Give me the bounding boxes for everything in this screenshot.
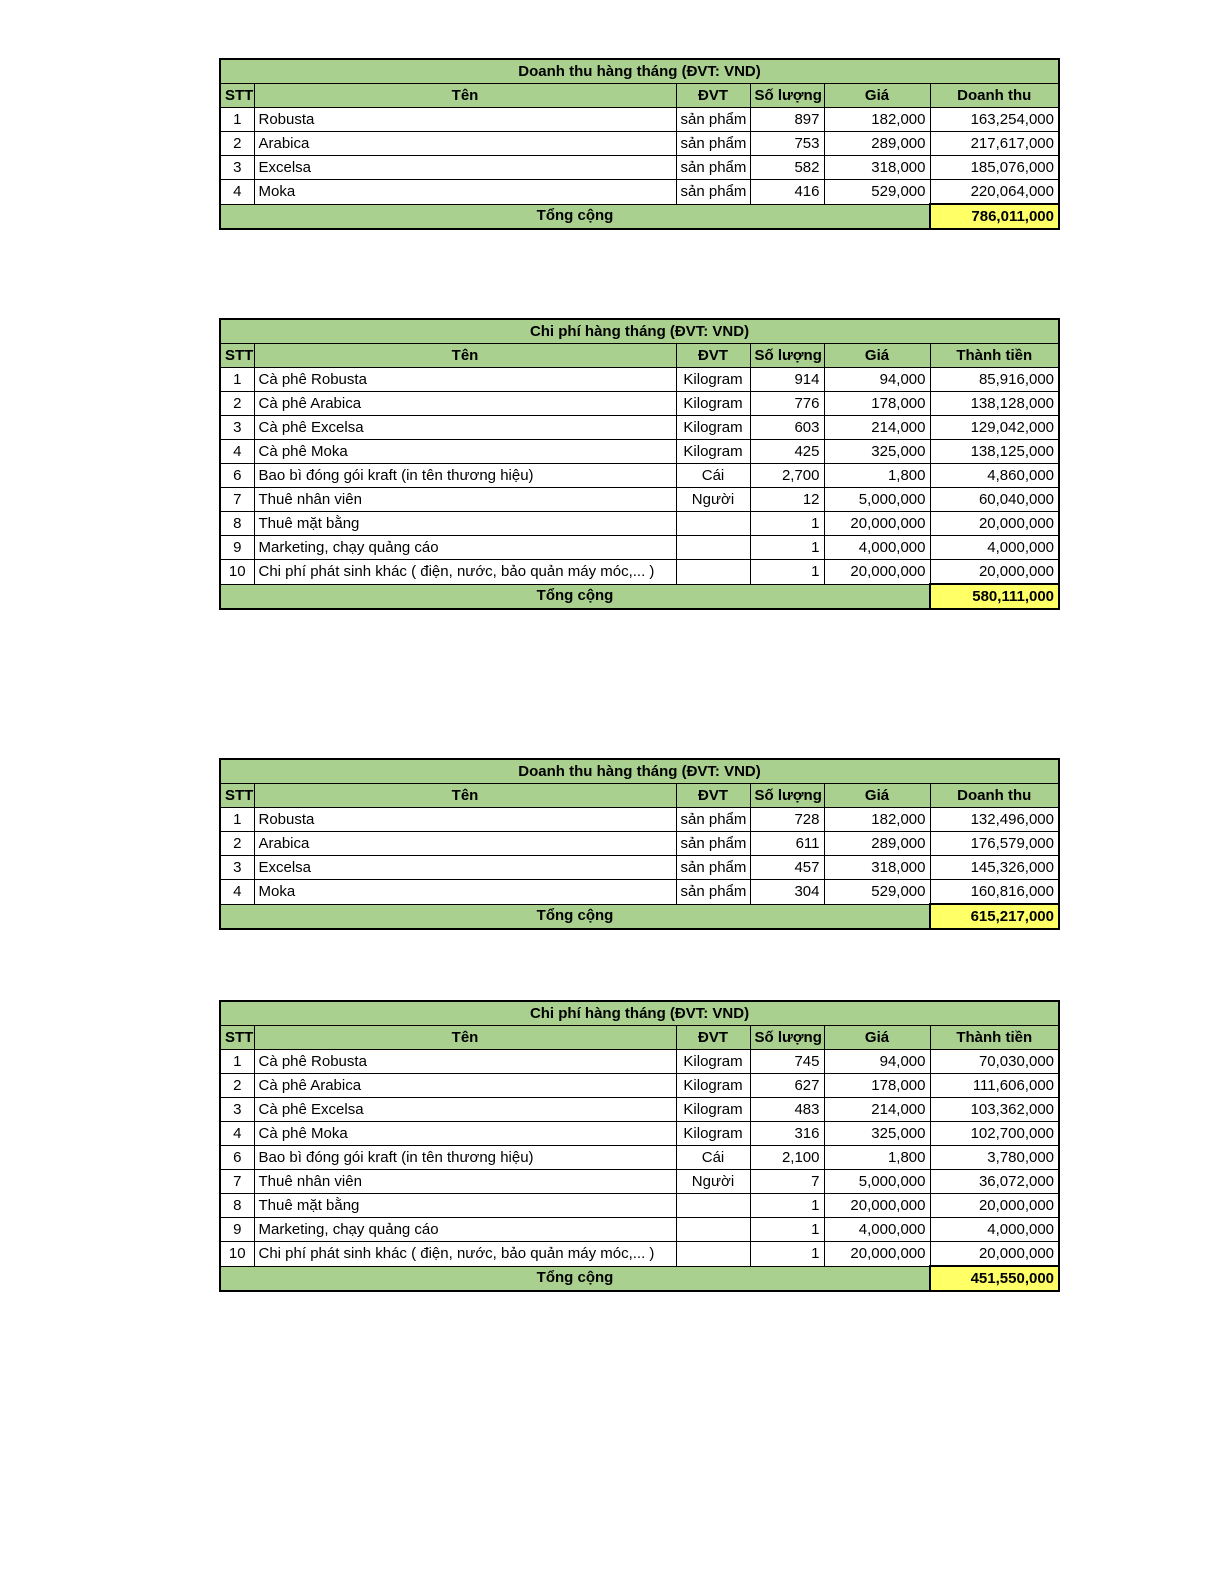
- cell-quantity: 2,700: [750, 464, 824, 488]
- column-header-quantity: Số lượng: [750, 344, 824, 368]
- table-row: [220, 1098, 1059, 1122]
- cell-name: Thuê nhân viên: [254, 1170, 676, 1194]
- table-row: [220, 1074, 1059, 1098]
- total-row: [220, 904, 1059, 929]
- cell-name: Cà phê Moka: [254, 1122, 676, 1146]
- table-row: [220, 560, 1059, 585]
- cell-name: Cà phê Excelsa: [254, 1098, 676, 1122]
- cell-price: 214,000: [824, 416, 930, 440]
- column-header-unit: ĐVT: [676, 784, 750, 808]
- column-header-stt: STT: [220, 1026, 254, 1050]
- cell-amount: 138,125,000: [930, 440, 1059, 464]
- cell-unit: sản phẩm: [676, 132, 750, 156]
- cell-stt: 3: [220, 156, 254, 180]
- column-header-unit: ĐVT: [676, 1026, 750, 1050]
- cell-quantity: 483: [750, 1098, 824, 1122]
- cell-unit: Cái: [676, 464, 750, 488]
- cell-amount: 20,000,000: [930, 560, 1059, 585]
- column-header-stt: STT: [220, 84, 254, 108]
- cell-price: 5,000,000: [824, 488, 930, 512]
- cell-amount: 4,000,000: [930, 1218, 1059, 1242]
- cell-amount: 70,030,000: [930, 1050, 1059, 1074]
- cell-unit: sản phẩm: [676, 156, 750, 180]
- cell-name: Robusta: [254, 108, 676, 132]
- table-row: [220, 416, 1059, 440]
- cell-unit: Kilogram: [676, 392, 750, 416]
- cell-unit: Kilogram: [676, 416, 750, 440]
- table-row: [220, 440, 1059, 464]
- cell-amount: 85,916,000: [930, 368, 1059, 392]
- column-header-name: Tên: [254, 1026, 676, 1050]
- cell-name: Cà phê Robusta: [254, 368, 676, 392]
- cell-stt: 2: [220, 1074, 254, 1098]
- cell-stt: 7: [220, 1170, 254, 1194]
- cell-quantity: 611: [750, 832, 824, 856]
- column-header-price: Giá: [824, 784, 930, 808]
- cell-unit: sản phẩm: [676, 880, 750, 905]
- cell-name: Arabica: [254, 832, 676, 856]
- cell-name: Thuê mặt bằng: [254, 512, 676, 536]
- cell-stt: 10: [220, 1242, 254, 1267]
- cell-price: 20,000,000: [824, 1242, 930, 1267]
- total-row: [220, 204, 1059, 229]
- table-row: [220, 1050, 1059, 1074]
- cell-quantity: 603: [750, 416, 824, 440]
- cell-name: Cà phê Robusta: [254, 1050, 676, 1074]
- cell-amount: 4,000,000: [930, 536, 1059, 560]
- table-row: [220, 1218, 1059, 1242]
- cell-amount: 36,072,000: [930, 1170, 1059, 1194]
- cell-quantity: 1: [750, 1218, 824, 1242]
- cell-stt: 2: [220, 832, 254, 856]
- cell-quantity: 914: [750, 368, 824, 392]
- cell-quantity: 416: [750, 180, 824, 205]
- table-title: Doanh thu hàng tháng (ĐVT: VND): [220, 59, 1059, 84]
- cell-stt: 7: [220, 488, 254, 512]
- cell-price: 318,000: [824, 856, 930, 880]
- cell-name: Cà phê Excelsa: [254, 416, 676, 440]
- cell-amount: 20,000,000: [930, 1242, 1059, 1267]
- total-label: Tổng cộng: [220, 1266, 930, 1291]
- table-row: [220, 108, 1059, 132]
- column-header-amount: Thành tiền: [930, 1026, 1059, 1050]
- cell-price: 178,000: [824, 1074, 930, 1098]
- total-value: 451,550,000: [930, 1266, 1059, 1291]
- cell-stt: 10: [220, 560, 254, 585]
- cell-unit: Kilogram: [676, 1122, 750, 1146]
- cell-stt: 6: [220, 1146, 254, 1170]
- cell-price: 94,000: [824, 368, 930, 392]
- column-header-quantity: Số lượng: [750, 1026, 824, 1050]
- column-header-price: Giá: [824, 84, 930, 108]
- cell-quantity: 1: [750, 536, 824, 560]
- cell-amount: 163,254,000: [930, 108, 1059, 132]
- cell-name: Chi phí phát sinh khác ( điện, nước, bảo quản máy móc,... ): [254, 560, 676, 585]
- column-header-amount: Thành tiền: [930, 344, 1059, 368]
- cell-amount: 220,064,000: [930, 180, 1059, 205]
- cell-price: 4,000,000: [824, 1218, 930, 1242]
- cell-unit: Cái: [676, 1146, 750, 1170]
- cell-quantity: 457: [750, 856, 824, 880]
- cell-amount: 185,076,000: [930, 156, 1059, 180]
- cell-amount: 20,000,000: [930, 1194, 1059, 1218]
- cell-price: 318,000: [824, 156, 930, 180]
- cell-stt: 8: [220, 1194, 254, 1218]
- column-header-name: Tên: [254, 344, 676, 368]
- column-header-row: [220, 784, 1059, 808]
- column-header-price: Giá: [824, 1026, 930, 1050]
- cell-name: Excelsa: [254, 856, 676, 880]
- cell-name: Chi phí phát sinh khác ( điện, nước, bảo quản máy móc,... ): [254, 1242, 676, 1267]
- cell-amount: 103,362,000: [930, 1098, 1059, 1122]
- cell-name: Marketing, chạy quảng cáo: [254, 536, 676, 560]
- column-header-name: Tên: [254, 784, 676, 808]
- cost-table-1: [219, 318, 1060, 610]
- cell-price: 1,800: [824, 1146, 930, 1170]
- cell-unit: Kilogram: [676, 368, 750, 392]
- cell-quantity: 425: [750, 440, 824, 464]
- column-header-quantity: Số lượng: [750, 784, 824, 808]
- cell-price: 214,000: [824, 1098, 930, 1122]
- total-label: Tổng cộng: [220, 904, 930, 929]
- column-header-stt: STT: [220, 344, 254, 368]
- cell-stt: 9: [220, 1218, 254, 1242]
- cell-amount: 217,617,000: [930, 132, 1059, 156]
- cell-name: Robusta: [254, 808, 676, 832]
- cell-stt: 1: [220, 1050, 254, 1074]
- table-row: [220, 1242, 1059, 1267]
- column-header-price: Giá: [824, 344, 930, 368]
- column-header-name: Tên: [254, 84, 676, 108]
- cell-unit: [676, 536, 750, 560]
- cell-price: 178,000: [824, 392, 930, 416]
- cell-price: 529,000: [824, 180, 930, 205]
- cell-stt: 4: [220, 440, 254, 464]
- table-row: [220, 808, 1059, 832]
- cell-name: Cà phê Arabica: [254, 1074, 676, 1098]
- cell-amount: 132,496,000: [930, 808, 1059, 832]
- table-row: [220, 832, 1059, 856]
- table-title-row: [220, 759, 1059, 784]
- cell-quantity: 1: [750, 1242, 824, 1267]
- table-row: [220, 392, 1059, 416]
- table-row: [220, 464, 1059, 488]
- cell-quantity: 316: [750, 1122, 824, 1146]
- cell-name: Marketing, chạy quảng cáo: [254, 1218, 676, 1242]
- cell-quantity: 12: [750, 488, 824, 512]
- cost-table-2: [219, 1000, 1060, 1292]
- cell-quantity: 753: [750, 132, 824, 156]
- cell-quantity: 728: [750, 808, 824, 832]
- cell-name: Thuê mặt bằng: [254, 1194, 676, 1218]
- cell-price: 325,000: [824, 440, 930, 464]
- cell-quantity: 897: [750, 108, 824, 132]
- total-row: [220, 1266, 1059, 1291]
- table-row: [220, 180, 1059, 205]
- cell-price: 182,000: [824, 108, 930, 132]
- table-row: [220, 1146, 1059, 1170]
- column-header-row: [220, 84, 1059, 108]
- cell-name: Bao bì đóng gói kraft (in tên thương hiệu): [254, 1146, 676, 1170]
- cell-name: Moka: [254, 880, 676, 905]
- table-row: [220, 512, 1059, 536]
- cell-quantity: 627: [750, 1074, 824, 1098]
- column-header-unit: ĐVT: [676, 344, 750, 368]
- cell-price: 289,000: [824, 832, 930, 856]
- cell-name: Moka: [254, 180, 676, 205]
- revenue-table-2: [219, 758, 1060, 930]
- cell-stt: 1: [220, 368, 254, 392]
- cell-price: 1,800: [824, 464, 930, 488]
- column-header-stt: STT: [220, 784, 254, 808]
- cell-unit: sản phẩm: [676, 832, 750, 856]
- cell-unit: sản phẩm: [676, 856, 750, 880]
- cell-stt: 3: [220, 856, 254, 880]
- total-row: [220, 584, 1059, 609]
- cell-name: Excelsa: [254, 156, 676, 180]
- cell-price: 182,000: [824, 808, 930, 832]
- cell-unit: [676, 1218, 750, 1242]
- cell-stt: 3: [220, 416, 254, 440]
- cell-unit: [676, 512, 750, 536]
- cell-price: 529,000: [824, 880, 930, 905]
- cell-stt: 4: [220, 880, 254, 905]
- table-title: Chi phí hàng tháng (ĐVT: VND): [220, 319, 1059, 344]
- cell-unit: Người: [676, 488, 750, 512]
- cell-amount: 60,040,000: [930, 488, 1059, 512]
- cell-amount: 111,606,000: [930, 1074, 1059, 1098]
- cell-stt: 4: [220, 1122, 254, 1146]
- table-row: [220, 880, 1059, 905]
- table-title-row: [220, 319, 1059, 344]
- cell-stt: 2: [220, 392, 254, 416]
- table-title-row: [220, 1001, 1059, 1026]
- table-row: [220, 488, 1059, 512]
- total-value: 580,111,000: [930, 584, 1059, 609]
- table-row: [220, 856, 1059, 880]
- cell-amount: 4,860,000: [930, 464, 1059, 488]
- cell-amount: 102,700,000: [930, 1122, 1059, 1146]
- total-value: 615,217,000: [930, 904, 1059, 929]
- cell-name: Cà phê Moka: [254, 440, 676, 464]
- cell-amount: 129,042,000: [930, 416, 1059, 440]
- cell-unit: sản phẩm: [676, 108, 750, 132]
- cell-quantity: 582: [750, 156, 824, 180]
- cell-unit: Kilogram: [676, 440, 750, 464]
- column-header-quantity: Số lượng: [750, 84, 824, 108]
- cell-amount: 176,579,000: [930, 832, 1059, 856]
- column-header-row: [220, 344, 1059, 368]
- cell-price: 20,000,000: [824, 1194, 930, 1218]
- cell-price: 4,000,000: [824, 536, 930, 560]
- total-label: Tổng cộng: [220, 204, 930, 229]
- cell-stt: 4: [220, 180, 254, 205]
- table-row: [220, 536, 1059, 560]
- cell-stt: 3: [220, 1098, 254, 1122]
- table-row: [220, 368, 1059, 392]
- cell-unit: Kilogram: [676, 1098, 750, 1122]
- cell-price: 20,000,000: [824, 560, 930, 585]
- cell-stt: 1: [220, 108, 254, 132]
- cell-quantity: 745: [750, 1050, 824, 1074]
- table-row: [220, 156, 1059, 180]
- table-title: Doanh thu hàng tháng (ĐVT: VND): [220, 759, 1059, 784]
- cell-unit: Kilogram: [676, 1074, 750, 1098]
- table-title: Chi phí hàng tháng (ĐVT: VND): [220, 1001, 1059, 1026]
- cell-name: Thuê nhân viên: [254, 488, 676, 512]
- table-row: [220, 1122, 1059, 1146]
- cell-unit: sản phẩm: [676, 808, 750, 832]
- total-label: Tổng cộng: [220, 584, 930, 609]
- cell-price: 20,000,000: [824, 512, 930, 536]
- cell-amount: 3,780,000: [930, 1146, 1059, 1170]
- cell-stt: 1: [220, 808, 254, 832]
- total-value: 786,011,000: [930, 204, 1059, 229]
- cell-stt: 2: [220, 132, 254, 156]
- cell-quantity: 1: [750, 512, 824, 536]
- cell-unit: sản phẩm: [676, 180, 750, 205]
- table-row: [220, 1170, 1059, 1194]
- cell-amount: 138,128,000: [930, 392, 1059, 416]
- cell-unit: [676, 1194, 750, 1218]
- cell-price: 94,000: [824, 1050, 930, 1074]
- cell-amount: 20,000,000: [930, 512, 1059, 536]
- column-header-row: [220, 1026, 1059, 1050]
- cell-price: 325,000: [824, 1122, 930, 1146]
- cell-quantity: 2,100: [750, 1146, 824, 1170]
- cell-amount: 160,816,000: [930, 880, 1059, 905]
- cell-unit: Người: [676, 1170, 750, 1194]
- cell-name: Bao bì đóng gói kraft (in tên thương hiệu): [254, 464, 676, 488]
- cell-name: Cà phê Arabica: [254, 392, 676, 416]
- cell-name: Arabica: [254, 132, 676, 156]
- table-title-row: [220, 59, 1059, 84]
- cell-stt: 8: [220, 512, 254, 536]
- cell-quantity: 304: [750, 880, 824, 905]
- cell-price: 5,000,000: [824, 1170, 930, 1194]
- cell-quantity: 1: [750, 560, 824, 585]
- cell-unit: Kilogram: [676, 1050, 750, 1074]
- cell-unit: [676, 1242, 750, 1267]
- cell-price: 289,000: [824, 132, 930, 156]
- cell-quantity: 776: [750, 392, 824, 416]
- cell-unit: [676, 560, 750, 585]
- table-row: [220, 1194, 1059, 1218]
- revenue-table-1: [219, 58, 1060, 230]
- cell-quantity: 1: [750, 1194, 824, 1218]
- table-row: [220, 132, 1059, 156]
- cell-stt: 9: [220, 536, 254, 560]
- cell-quantity: 7: [750, 1170, 824, 1194]
- cell-amount: 145,326,000: [930, 856, 1059, 880]
- cell-stt: 6: [220, 464, 254, 488]
- column-header-amount: Doanh thu: [930, 784, 1059, 808]
- column-header-amount: Doanh thu: [930, 84, 1059, 108]
- column-header-unit: ĐVT: [676, 84, 750, 108]
